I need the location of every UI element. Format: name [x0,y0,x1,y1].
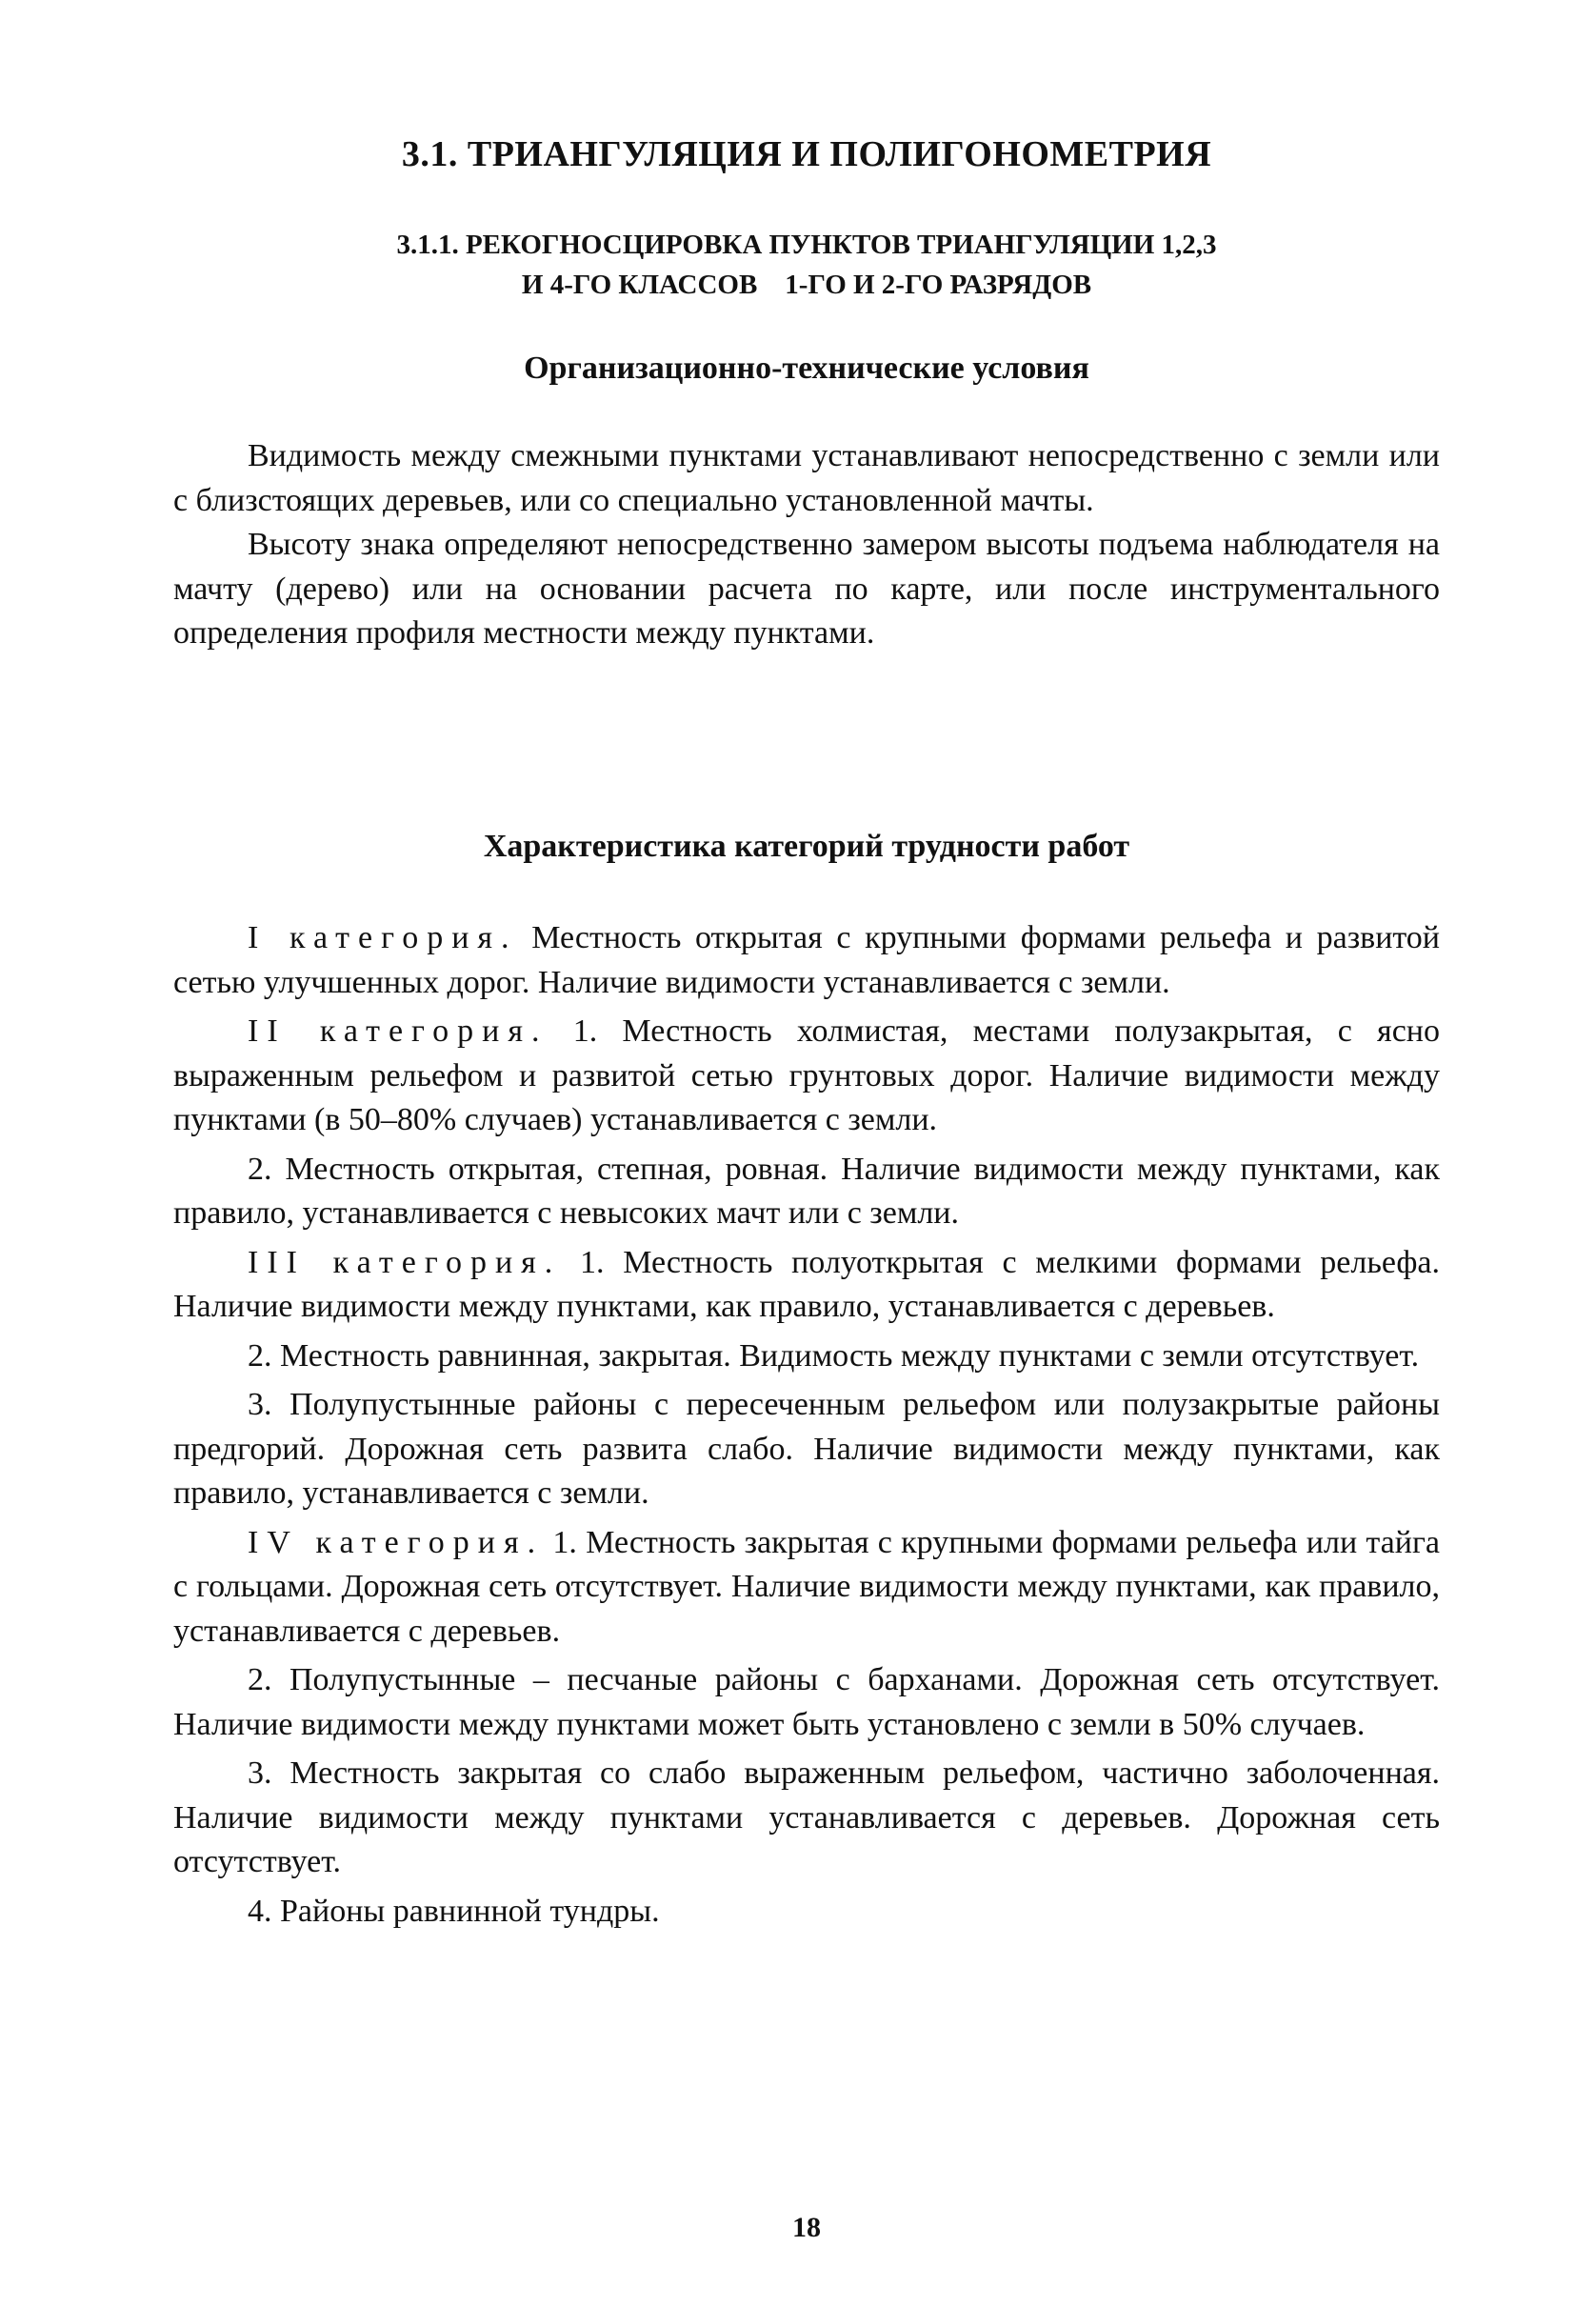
section-heading-categories: Характеристика категорий трудности работ [483,829,1130,864]
categories-body [173,916,1440,1938]
category-text: 1. Местность холмистая, местами полузакрытая, с ясно выраженным рельефом и развитой сетью грунтовых дорог. Наличие видимости между пунктами (в 50–80% случаев) устанавливается с земли. [173,1013,1440,1137]
category-text: 2. Местность открытая, степная, ровная. Наличие видимости между пунктами, как правило, устанавливается с невысоких мачт или с земли. [173,1151,1440,1231]
page-number: 18 [792,2212,821,2243]
category-text: 1. Местность полуоткрытая с мелкими формами рельефа. Наличие видимости между пунктами, как правило, устанавливается с деревьев. [173,1244,1440,1324]
category-paragraph [173,1890,1440,1935]
category-text: 3. Полупустынные районы с пересеченным рельефом или полузакрытые районы предгорий. Дорожная сеть развита слабо. Наличие видимости между пунктами, как правило, устанавливается с земли. [173,1387,1440,1511]
category-paragraph [173,1148,1440,1236]
category-text: 4. Районы равнинной тундры. [248,1893,660,1929]
subsection-title-line-2: И 4-ГО КЛАССОВ 1-ГО И 2-ГО РАЗРЯДОВ [521,270,1092,300]
category-paragraph [173,1752,1440,1885]
document-page [173,0,1440,2307]
category-text: 2. Полупустынные – песчаные районы с барханами. Дорожная сеть отсутствует. Наличие видимости между пунктами может быть установлено с земли в 50% случаев. [173,1662,1440,1742]
category-paragraph [173,1241,1440,1330]
page-title: 3.1. ТРИАНГУЛЯЦИЯ И ПОЛИГОНОМЕТРИЯ [401,134,1212,174]
category-label: I категория. [248,920,518,955]
category-paragraph [173,1521,1440,1655]
category-label: III категория. [248,1244,562,1280]
category-paragraph [173,1334,1440,1379]
paragraph: Высоту знака определяют непосредственно замером высоты подъема наблюдателя на мачту (дерево) или на основании расчета по карте, или после инструментального определения профиля местности между пунктами. [173,527,1440,651]
subsection-title-line-1: 3.1.1. РЕКОГНОСЦИРОВКА ПУНКТОВ ТРИАНГУЛЯЦИИ 1,2,3 [396,230,1217,260]
category-text: 2. Местность равнинная, закрытая. Видимость между пунктами с земли отсутствует. [248,1337,1420,1374]
org-conditions-body [173,434,1440,656]
section-heading-org-conditions: Организационно-технические условия [524,351,1089,386]
category-text: Местность открытая с крупными формами рельефа и развитой сетью улучшенных дорог. Наличие видимости устанавливается с земли. [173,920,1441,1000]
category-label: II категория. [248,1013,549,1049]
category-paragraph [173,1010,1440,1143]
category-text: 1. Местность закрытая с крупными формами рельефа или тайга с гольцами. Дорожная сеть отсутствует. Наличие видимости между пунктами, как правило, устанавливается с деревьев. [173,1524,1441,1649]
category-label: IV категория. [248,1524,545,1560]
category-paragraph [173,1658,1440,1747]
paragraph: Видимость между смежными пунктами устанавливают непосредственно с земли или с близстоящих деревьев, или со специально установленной мачты. [173,438,1440,518]
category-text: 3. Местность закрытая со слабо выраженным рельефом, частично заболоченная. Наличие видимости между пунктами устанавливается с деревьев. Дорожная сеть отсутствует. [173,1755,1440,1879]
category-paragraph [173,916,1440,1005]
category-paragraph [173,1383,1440,1516]
subsection-title [173,225,1440,305]
